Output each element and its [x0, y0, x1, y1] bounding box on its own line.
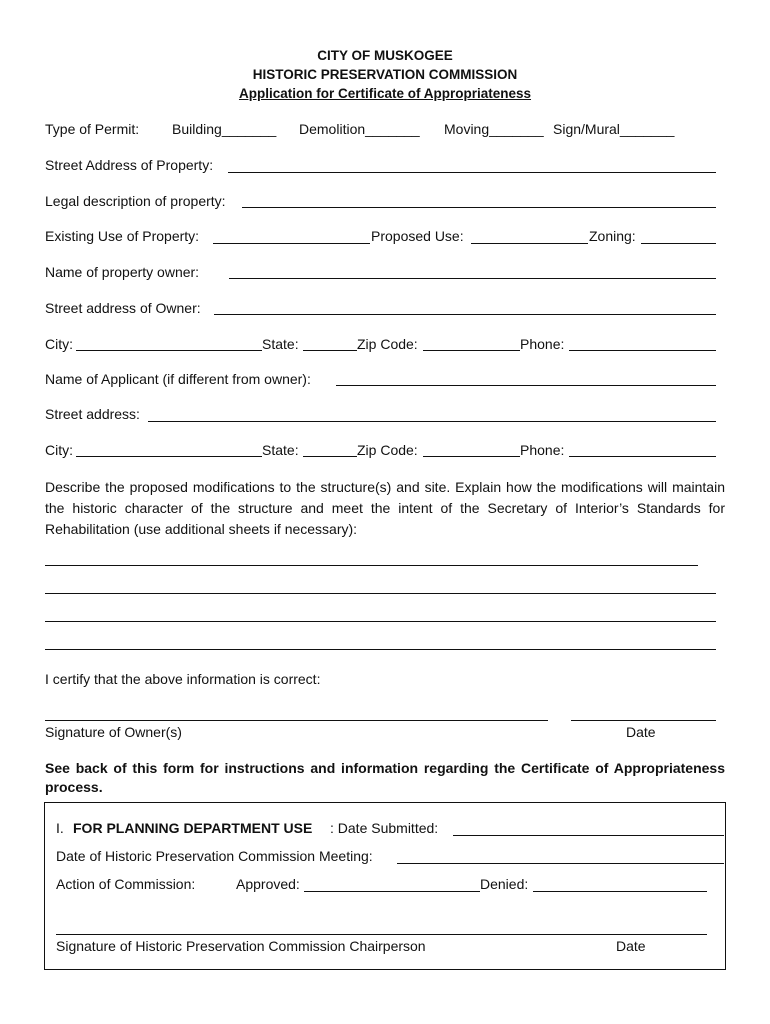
meeting-date-label: Date of Historic Preservation Commission Meeting: — [56, 848, 373, 864]
form-title-application: Application for Certificate of Appropriateness — [238, 86, 532, 101]
street-address-property-label: Street Address of Property: — [45, 157, 214, 173]
see-back-note: See back of this form for instructions and information regarding the Certificate of Appropriateness process. — [45, 760, 725, 795]
applicant-phone-field[interactable] — [569, 456, 716, 457]
owner-date-field[interactable] — [571, 720, 716, 721]
applicant-zip-field[interactable] — [423, 456, 520, 457]
description-line-3[interactable] — [45, 621, 716, 622]
meeting-date-field[interactable] — [397, 863, 724, 864]
owner-state-field[interactable] — [303, 350, 357, 351]
approved-field[interactable] — [304, 891, 480, 892]
owner-state-label: State: — [262, 336, 299, 352]
owner-signature-field[interactable] — [45, 720, 548, 721]
legal-description-field[interactable] — [242, 207, 716, 208]
owner-phone-field[interactable] — [569, 350, 716, 351]
owner-street-label: Street address of Owner: — [45, 300, 201, 316]
description-line-2[interactable] — [45, 593, 716, 594]
permit-sign-mural-option[interactable]: Sign/Mural_______ — [553, 121, 675, 137]
description-line-4[interactable] — [45, 649, 716, 650]
form-title-commission: HISTORIC PRESERVATION COMMISSION — [252, 67, 518, 82]
action-label: Action of Commission: — [56, 876, 196, 892]
applicant-state-field[interactable] — [303, 456, 357, 457]
applicant-name-field[interactable] — [336, 385, 716, 386]
denied-label: Denied: — [480, 876, 529, 892]
chair-signature-label: Signature of Historic Preservation Commission Chairperson — [56, 938, 426, 954]
permit-demolition-option[interactable]: Demolition_______ — [299, 121, 420, 137]
permit-type-label: Type of Permit: — [45, 121, 140, 137]
date-submitted-field[interactable] — [453, 835, 724, 836]
applicant-city-field[interactable] — [76, 456, 262, 457]
zoning-label: Zoning: — [589, 228, 636, 244]
owner-signature-label: Signature of Owner(s) — [45, 724, 182, 740]
owner-zip-label: Zip Code: — [357, 336, 418, 352]
permit-building-option[interactable]: Building_______ — [172, 121, 277, 137]
street-address-property-field[interactable] — [228, 172, 716, 173]
owner-city-label: City: — [45, 336, 73, 352]
chair-signature-field[interactable] — [56, 934, 707, 935]
proposed-use-label: Proposed Use: — [371, 228, 464, 244]
proposed-use-field[interactable] — [471, 243, 588, 244]
applicant-zip-label: Zip Code: — [357, 442, 418, 458]
applicant-street-field[interactable] — [148, 421, 716, 422]
owner-name-label: Name of property owner: — [45, 264, 200, 280]
applicant-street-label: Street address: — [45, 406, 140, 422]
applicant-city-label: City: — [45, 442, 73, 458]
denied-field[interactable] — [533, 891, 707, 892]
owner-zip-field[interactable] — [423, 350, 520, 351]
applicant-name-label: Name of Applicant (if different from owner): — [45, 371, 311, 387]
existing-use-field[interactable] — [213, 243, 370, 244]
permit-moving-option[interactable]: Moving_______ — [444, 121, 544, 137]
owner-name-field[interactable] — [229, 278, 716, 279]
owner-street-field[interactable] — [214, 314, 716, 315]
owner-city-field[interactable] — [76, 350, 262, 351]
approved-label: Approved: — [236, 876, 300, 892]
legal-description-label: Legal description of property: — [45, 193, 226, 209]
date-submitted-label: : Date Submitted: — [330, 820, 439, 836]
applicant-state-label: State: — [262, 442, 299, 458]
owner-date-label: Date — [626, 724, 656, 740]
planning-section-numeral: I. — [56, 820, 64, 836]
applicant-phone-label: Phone: — [520, 442, 565, 458]
certify-statement: I certify that the above information is correct: — [45, 671, 321, 687]
owner-phone-label: Phone: — [520, 336, 565, 352]
describe-instructions: Describe the proposed modifications to the structure(s) and site. Explain how the modifications will maintain the historic character of the structure and meet the intent of the Secretary of Interior’s Standards for Rehabilitation (use additional sheets if necessary): — [45, 479, 725, 537]
description-line-1[interactable] — [45, 565, 698, 566]
zoning-field[interactable] — [641, 243, 716, 244]
form-title-city: CITY OF MUSKOGEE — [317, 48, 453, 63]
planning-heading: FOR PLANNING DEPARTMENT USE — [73, 820, 313, 836]
existing-use-label: Existing Use of Property: — [45, 228, 200, 244]
chair-date-label: Date — [616, 938, 646, 954]
